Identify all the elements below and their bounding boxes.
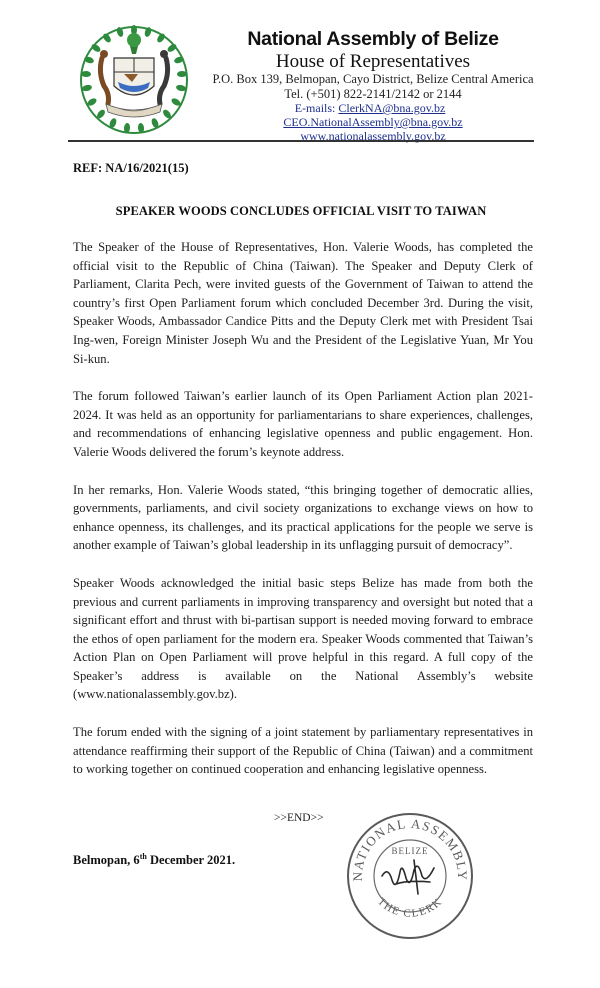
official-seal-stamp-icon: [344, 810, 476, 942]
body-paragraph: Speaker Woods acknowledged the initial basic steps Belize has made from both the previous and current parliaments in improving transparency and oversight but noted that a significant effort and thrust with bi-partisan support is needed moving forward to embrace the ethos of open parliament for the modern era. Speaker Woods commented that Taiwan’s Action Plan on Open Parliament will prove helpful in this regard. A full copy of the Speaker’s address is available on the National Assembly’s website (www.nationalassembly.gov.bz).: [73, 575, 533, 702]
reference-number: REF: NA/16/2021(15): [73, 161, 189, 175]
place: Belmopan, 6: [73, 853, 140, 868]
end-marker: >>END>>: [274, 812, 324, 824]
stamp-bottom-text: THE CLERK: [375, 895, 445, 920]
body-paragraph: The forum ended with the signing of a joint statement by parliamentary representatives in attendance reaffirming their support of the Republic of China (Taiwan) and a commitment to working together on continued cooperation and enhancing legislative openness.: [73, 725, 533, 777]
body-paragraph: In her remarks, Hon. Valerie Woods stated, “this bringing together of democratic allies, governments, parliaments, and civil society organizations to exchange views on how to enhance openness, its challenges, and its practical applications for the people we serve is another example of Taiwan’s global leadership in its unflagging pursuit of democracy”.: [73, 482, 533, 553]
letterhead-text: [208, 28, 538, 143]
website-link[interactable]: www.nationalassembly.gov.bz: [300, 129, 446, 143]
national-coat-of-arms-icon: [78, 24, 190, 136]
emails-label: E-mails:: [294, 101, 336, 115]
clerk-email-link[interactable]: ClerkNA@bna.gov.bz: [338, 101, 446, 115]
phone-numbers: Tel. (+501) 822-2141/2142 or 2144: [284, 86, 462, 101]
clerk-signature-icon: [382, 860, 434, 894]
body-paragraph: The forum followed Taiwan’s earlier launch of its Open Parliament Action plan 2021-2024. It was held as an opportunity for parliamentarians to share experiences, challenges, and recommendations of enhancing legislative openness and public engagement. Hon. Valerie Woods delivered the forum’s keynote address.: [73, 389, 533, 459]
letterhead-divider: [68, 140, 534, 142]
organization-name: National Assembly of Belize: [247, 28, 499, 50]
body-paragraph: The Speaker of the House of Representatives, Hon. Valerie Woods, has completed the official visit to the Republic of China (Taiwan). The Speaker and Deputy Clerk of Parliament, Clarita Pech, were invited guests of the Government of Taiwan to attend the country’s first Open Parliament forum which concluded December 3rd. During the visit, Speaker Woods, Ambassador Candice Pitts and the Deputy Clerk met with President Tsai Ing-wen, Foreign Minister Joseph Wu and the President of the Legislative Yuan, Mr You Si-kun.: [73, 240, 533, 366]
press-release-body: [73, 238, 533, 798]
stamp-top-text: NATIONAL ASSEMBLY: [349, 815, 471, 882]
letterhead: [0, 0, 600, 143]
place-and-date: [73, 852, 235, 868]
email-line: [208, 101, 538, 129]
svg-text:THE CLERK: [375, 896, 445, 920]
stamp-middle-text: BELIZE: [391, 846, 429, 856]
ceo-email-link[interactable]: CEO.NationalAssembly@bna.gov.bz: [283, 115, 463, 129]
date: December 2021.: [146, 853, 236, 868]
postal-address: P.O. Box 139, Belmopan, Cayo District, Belize Central America: [212, 72, 534, 86]
press-release-headline: SPEAKER WOODS CONCLUDES OFFICIAL VISIT TO TAIWAN: [115, 204, 487, 218]
house-name: House of Representatives: [275, 51, 471, 72]
date-ordinal-suffix: th: [139, 852, 147, 861]
